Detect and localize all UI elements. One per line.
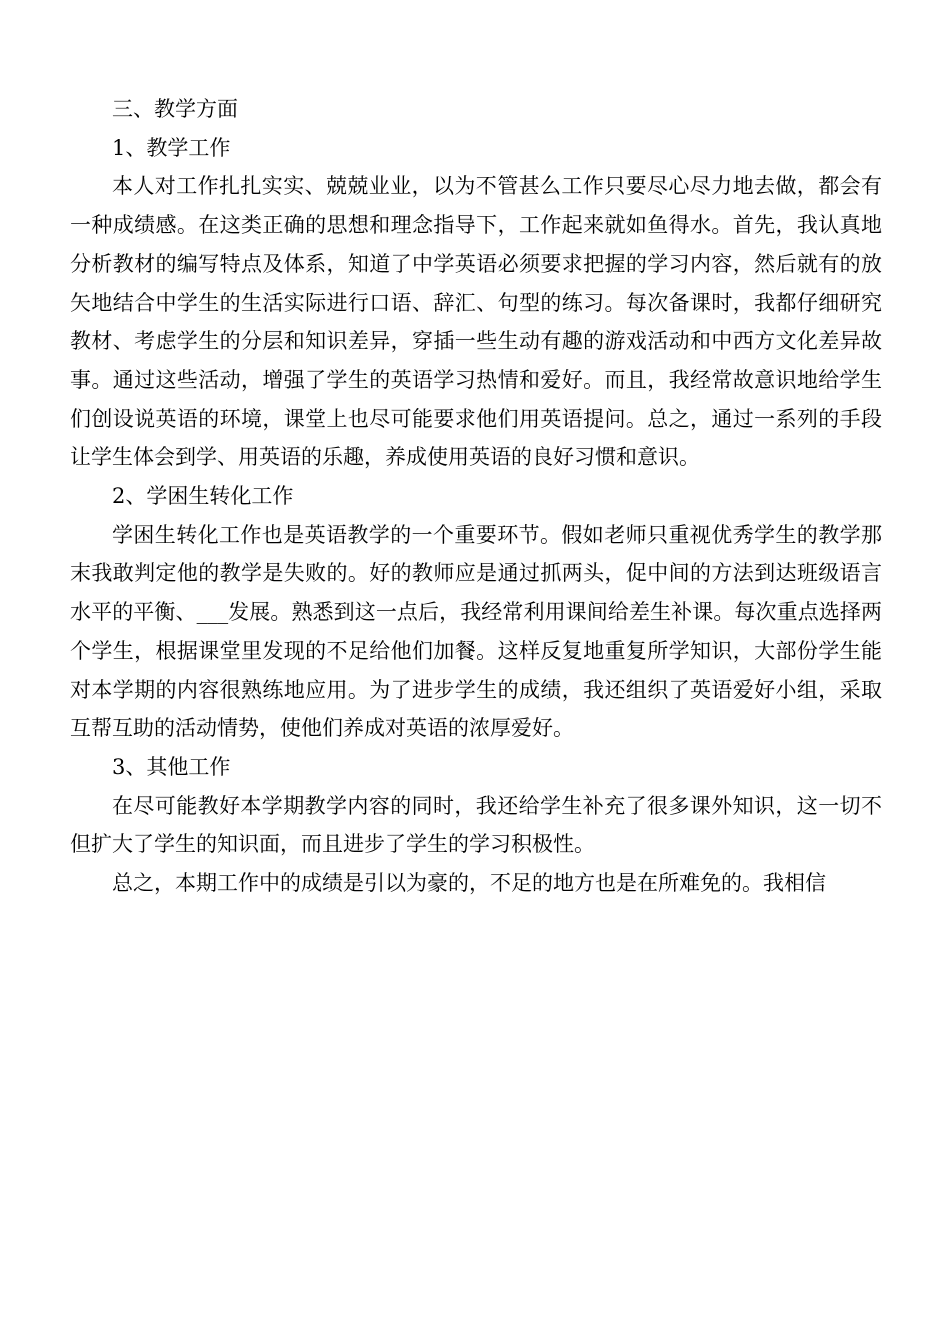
document-body — [70, 90, 882, 903]
paragraph-other-work: 在尽可能教好本学期教学内容的同时，我还给学生补充了很多课外知识，这一切不但扩大了学生的知识面，而且进步了学生的学习积极性。 — [70, 793, 882, 857]
subsection-heading-other-work: 3、其他工作 — [112, 754, 231, 779]
paragraph-closing: 总之，本期工作中的成绩是引以为豪的，不足的地方也是在所难免的。我相信 — [112, 871, 826, 896]
paragraph-teaching-work: 本人对工作扎扎实实、兢兢业业，以为不管甚么工作只要尽心尽力地去做，都会有一种成绩感。在这类正确的思想和理念指导下，工作起来就如鱼得水。首先，我认真地分析教材的编写特点及体系，知道了中学英语必须要求把握的学习内容，然后就有的放矢地结合中学生的生活实际进行口语、辞汇、句型的练习。每次备课时，我都仔细研究教材、考虑学生的分层和知识差异，穿插一些生动有趣的游戏活动和中西方文化差异故事。通过这些活动，增强了学生的英语学习热情和爱好。而且，我经常故意识地给学生们创设说英语的环境，课堂上也尽可能要求他们用英语提问。总之，通过一系列的手段让学生体会到学、用英语的乐趣，养成使用英语的良好习惯和意识。 — [70, 174, 882, 470]
subsection-heading-teaching-work: 1、教学工作 — [112, 135, 231, 160]
section-heading: 三、教学方面 — [112, 97, 238, 121]
subsection-heading-struggling-students: 2、学困生转化工作 — [112, 484, 294, 509]
paragraph-struggling-students: 学困生转化工作也是英语教学的一个重要环节。假如老师只重视优秀学生的教学那末我敢判定他的教学是失败的。好的教师应是通过抓两头，促中间的方法到达班级语言水平的平衡、___发展。熟悉到这一点后，我经常利用课间给差生补课。每次重点选择两个学生，根据课堂里发现的不足给他们加餐。这样反复地重复所学知识，大部份学生能对本学期的内容很熟练地应用。为了进步学生的成绩，我还组织了英语爱好小组，采取互帮互助的活动情势，使他们养成对英语的浓厚爱好。 — [70, 522, 882, 741]
